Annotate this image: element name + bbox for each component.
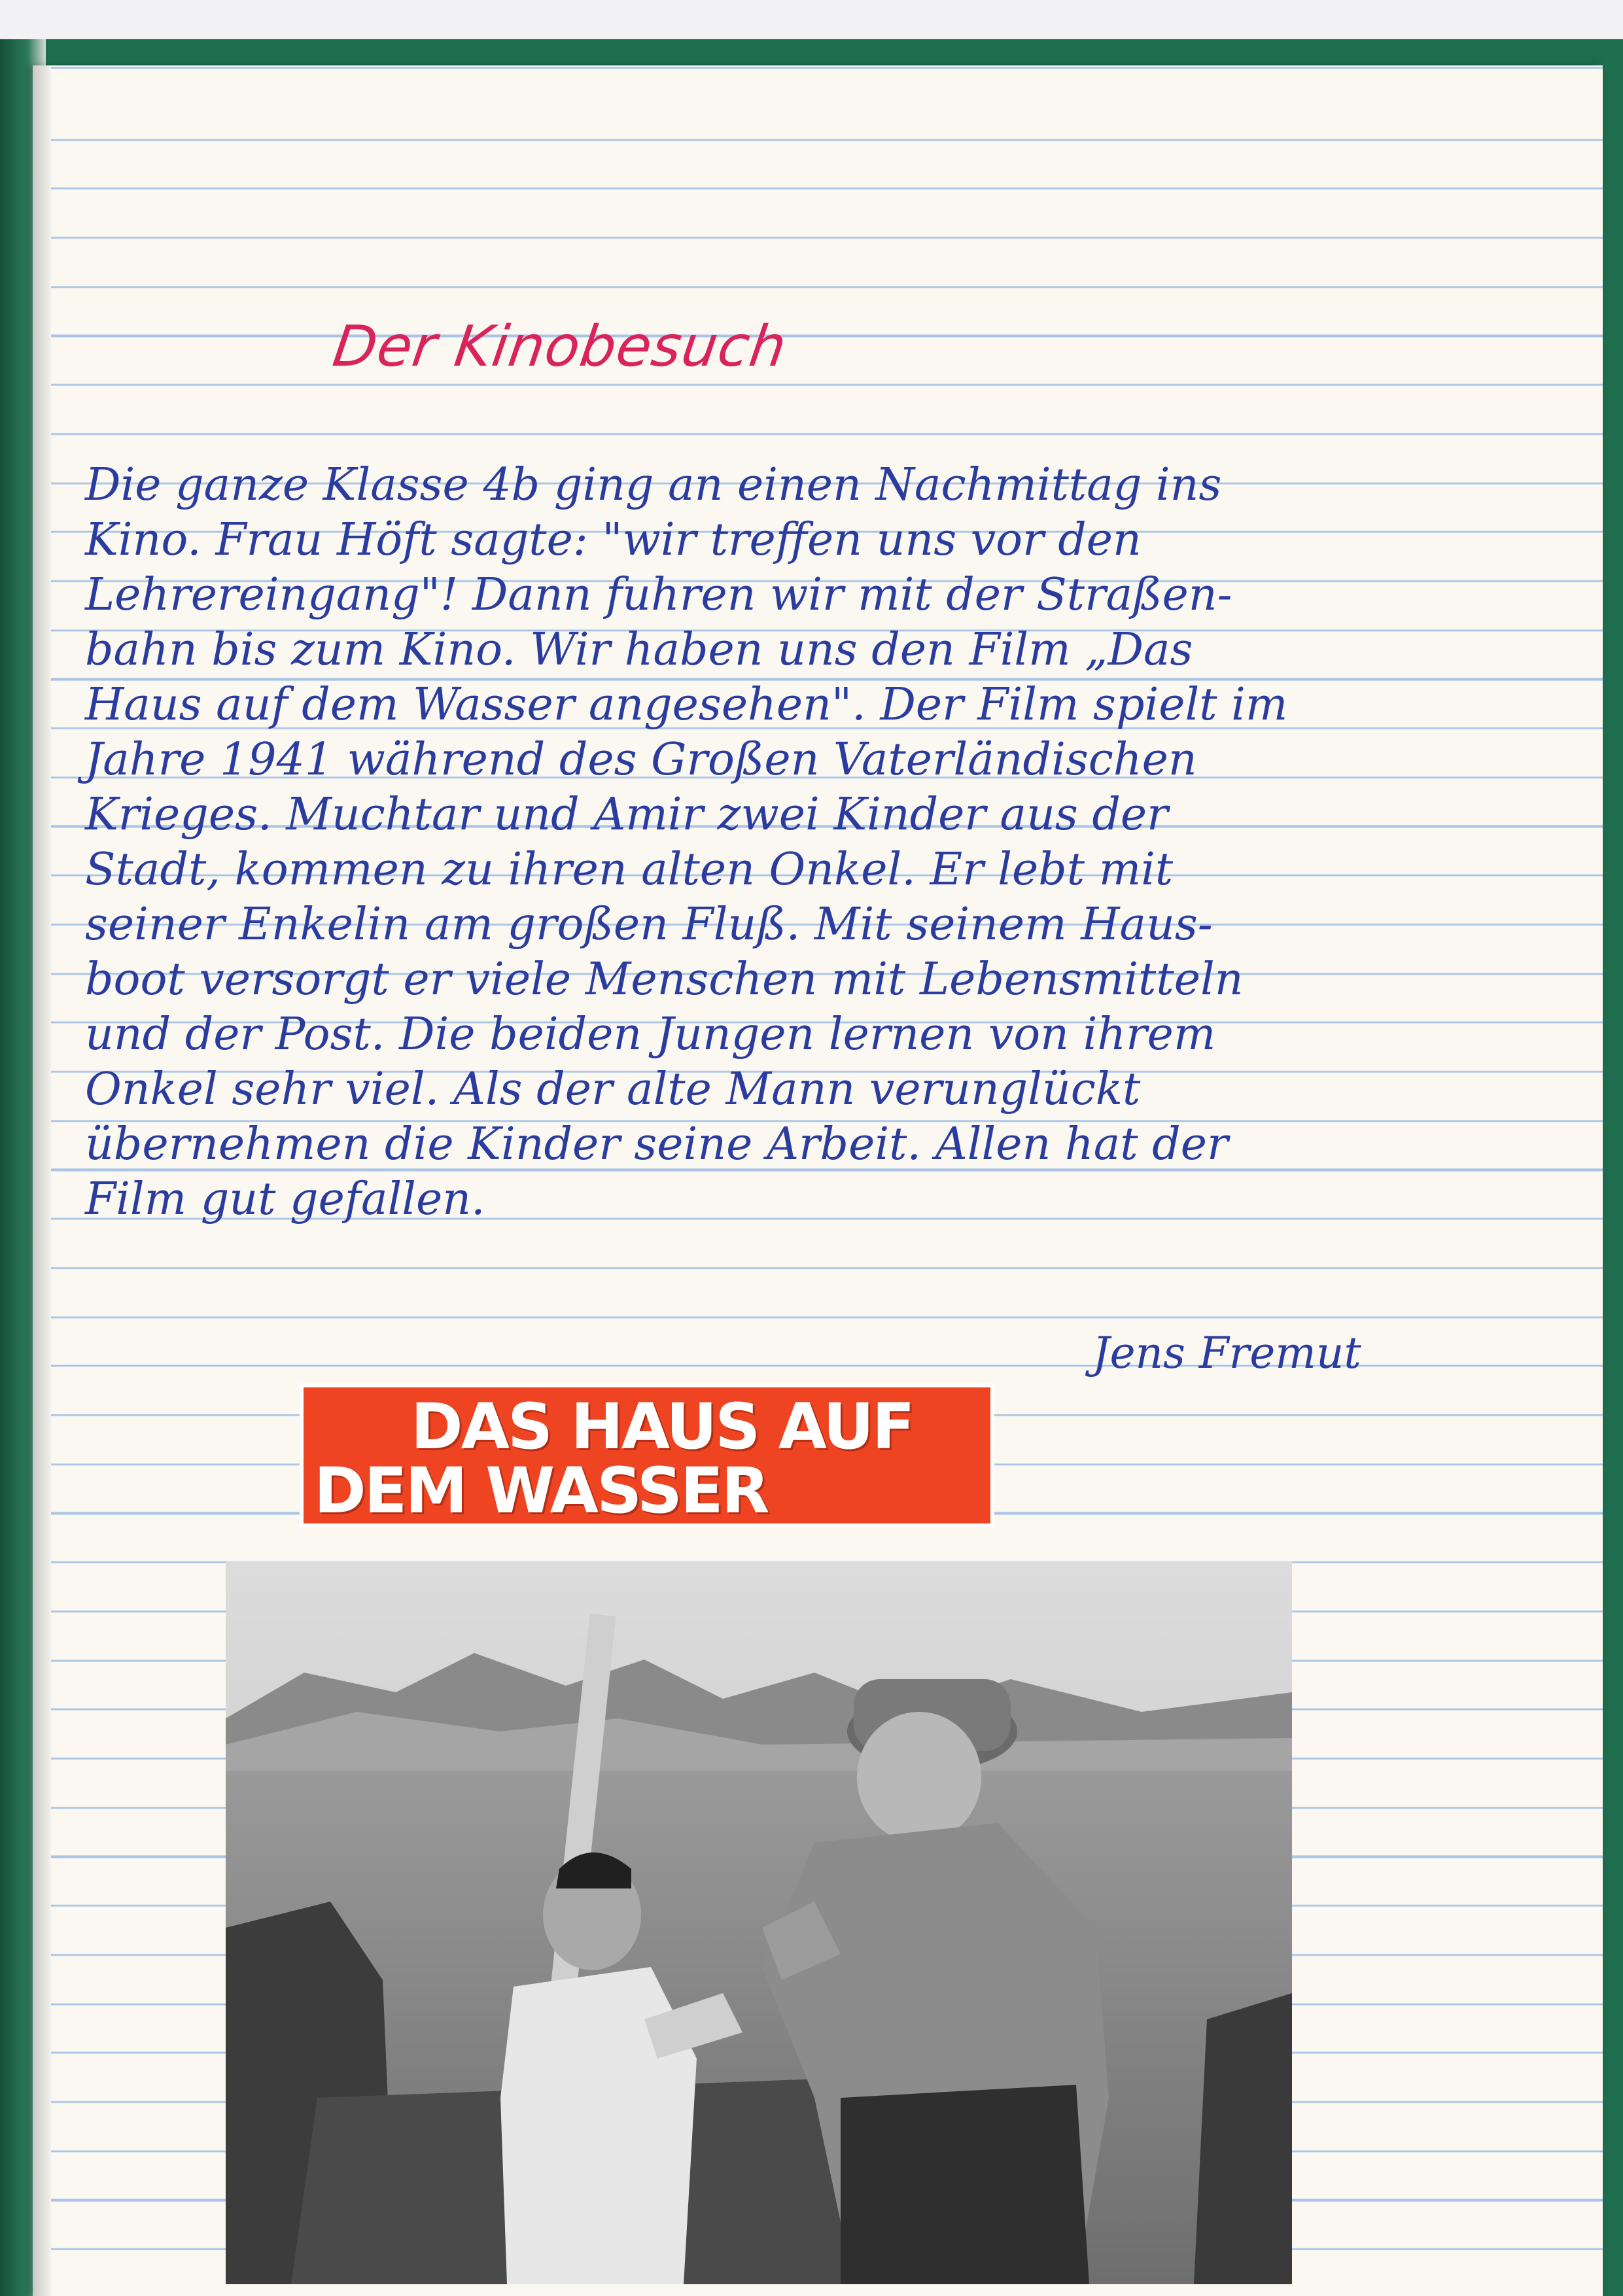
essay-line: übernehmen die Kinder seine Arbeit. Allen hat der [85, 1119, 1229, 1170]
essay-line: Haus auf dem Wasser angesehen". Der Film spielt im [85, 679, 1288, 731]
essay-line: Kino. Frau Höft sagte: "wir treffen uns vor den [85, 514, 1142, 566]
essay-line: Jahre 1941 während des Großen Vaterländischen [85, 734, 1197, 786]
essay-line: Film gut gefallen. [85, 1174, 485, 1225]
film-title-clipping [300, 1383, 994, 1527]
essay-line: boot versorgt er viele Menschen mit Lebensmitteln [85, 954, 1244, 1005]
essay-text [85, 458, 1550, 1227]
film-title-line-1: DAS HAUS AUF [411, 1390, 913, 1463]
essay-line: bahn bis zum Kino. Wir haben uns den Film „Das [85, 624, 1193, 676]
page-fold [33, 65, 51, 2296]
film-title-line-2: DEM WASSER [314, 1454, 768, 1527]
essay-line: Lehrereingang"! Dann fuhren wir mit der Straßen- [85, 569, 1232, 621]
film-still-photo [226, 1561, 1292, 2284]
essay-line: Krieges. Muchtar und Amir zwei Kinder aus der [85, 789, 1168, 841]
essay-line: Die ganze Klasse 4b ging an einen Nachmittag ins [85, 459, 1222, 511]
essay-line: Stadt, kommen zu ihren alten Onkel. Er lebt mit [85, 844, 1174, 896]
essay-line: und der Post. Die beiden Jungen lernen von ihrem [85, 1009, 1216, 1060]
essay-line: Onkel sehr viel. Als der alte Mann verunglückt [85, 1064, 1141, 1115]
author-signature: Jens Fremut [1092, 1328, 1361, 1378]
page-heading: Der Kinobesuch [328, 314, 791, 379]
essay-line: seiner Enkelin am großen Fluß. Mit seinem Haus- [85, 899, 1213, 950]
film-still-illustration [226, 1561, 1292, 2284]
